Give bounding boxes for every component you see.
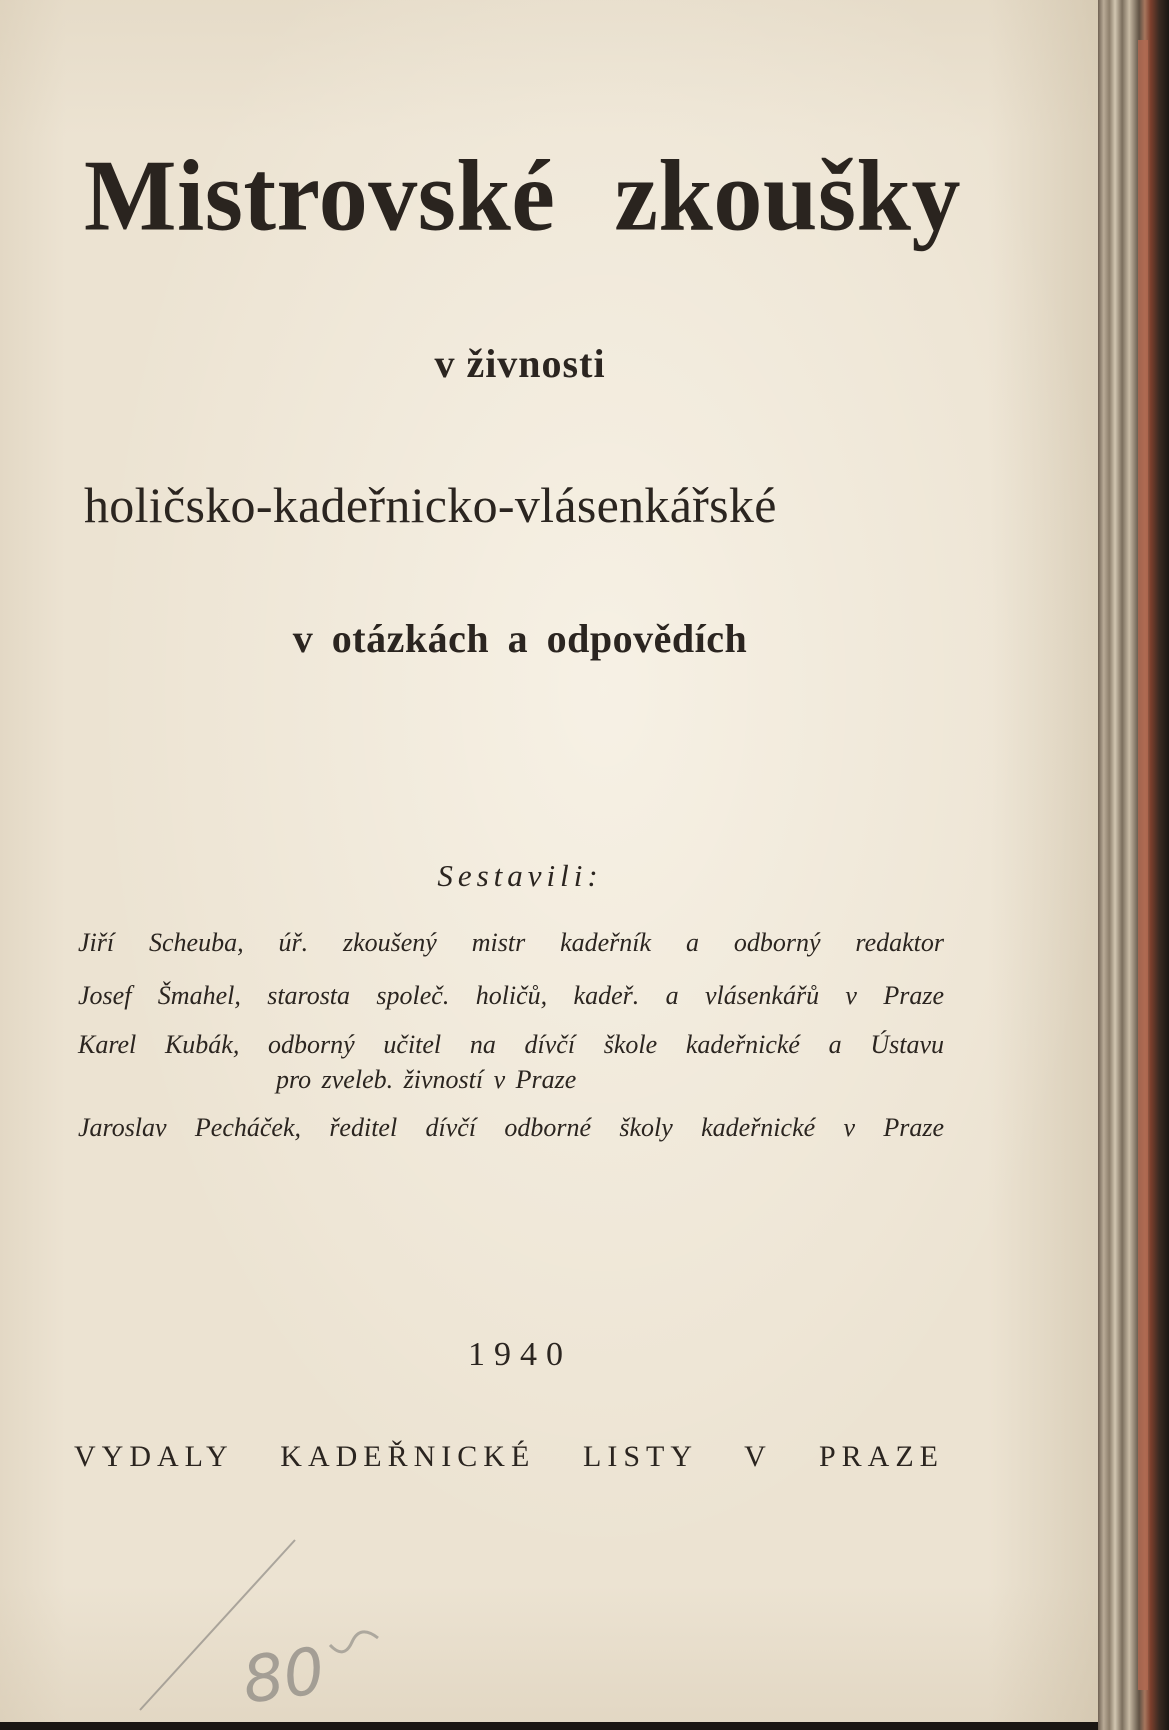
book-title: Mistrovské zkoušky <box>84 139 962 253</box>
author-line: Jaroslav Pecháček, ředitel dívčí odborné školy kadeřnické v Praze <box>78 1113 944 1142</box>
binding-red-strip <box>1138 40 1148 1690</box>
author-line: Jiří Scheuba, úř. zkoušený mistr kadeřník a odborný redaktor <box>78 928 944 957</box>
book-binding <box>1098 0 1169 1730</box>
subtitle-format: v otázkách a odpovědích <box>292 616 748 661</box>
pencil-squiggle-mark <box>330 1632 378 1652</box>
subtitle-profession: holičsko-kadeřnicko-vlásenkářské <box>84 477 777 533</box>
publication-year: 1940 <box>468 1336 572 1373</box>
author-line: Josef Šmahel, starosta společ. holičů, kadeř. a vlásenkářů v Praze <box>78 981 944 1010</box>
author-line: Karel Kubák, odborný učitel na dívčí škole kadeřnické a Ústavu <box>78 1030 944 1059</box>
handwritten-note: 80 <box>238 1634 330 1719</box>
subtitle-trade: v živnosti <box>434 341 606 386</box>
author-line-continuation: pro zveleb. živností v Praze <box>276 1065 577 1094</box>
publisher-line: VYDALY KADEŘNICKÉ LISTY V PRAZE <box>74 1440 944 1473</box>
pencil-annotation <box>130 1520 390 1720</box>
compilers-label: Sestavili: <box>437 858 603 893</box>
